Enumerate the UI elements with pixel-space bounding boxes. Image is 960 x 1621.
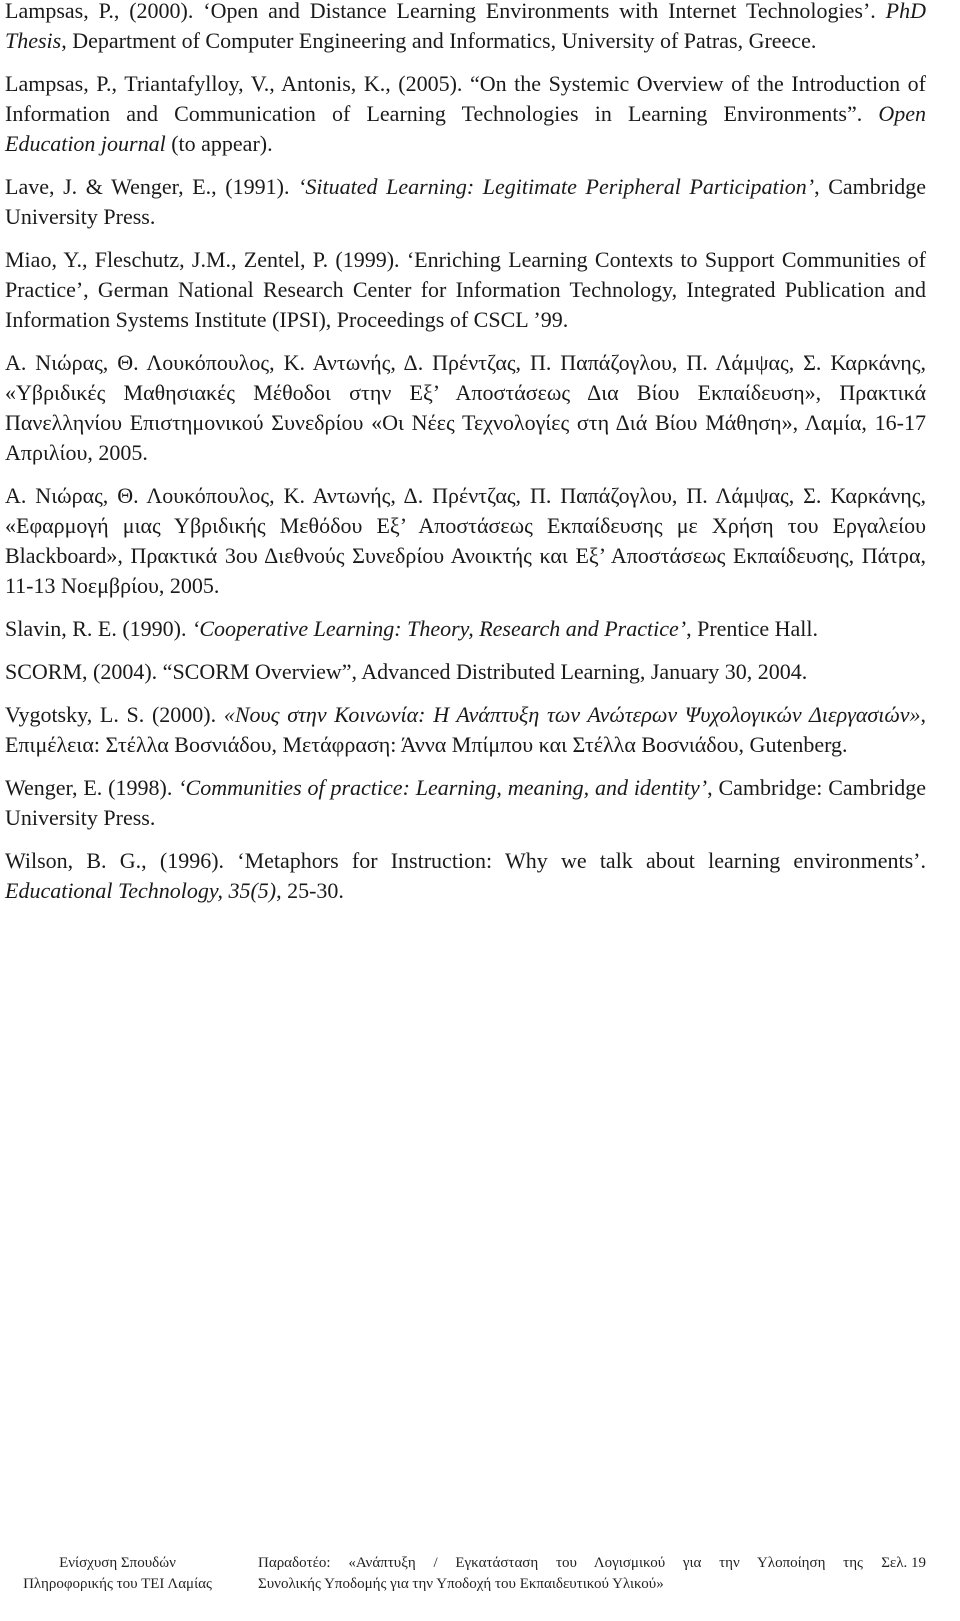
reference-italic-text: PhD Thesis	[5, 0, 926, 53]
reference-italic-text: «Νους στην Κοινωνία: Η Ανάπτυξη των Ανώτερων Ψυχολογικών Διεργασιών»	[223, 702, 921, 727]
footer-institution-line: Ενίσχυση Σπουδών	[59, 1555, 176, 1571]
page-footer	[5, 1553, 926, 1597]
reference-entry	[5, 614, 926, 644]
reference-italic-text: Educational Technology, 35(5)	[5, 878, 277, 903]
reference-italic-text: ‘Situated Learning: Legitimate Peripheral Participation’	[298, 174, 815, 199]
reference-text: SCORM, (2004). “SCORM Overview”, Advanced Distributed Learning, January 30, 2004.	[5, 659, 808, 684]
reference-entry	[5, 69, 926, 159]
reference-italic-text: Open Education journal	[5, 101, 926, 156]
reference-text: Α. Νιώρας, Θ. Λουκόπουλος, Κ. Αντωνής, Δ. Πρέντζας, Π. Παπάζογλου, Π. Λάμψας, Σ. Καρκάνης, «Υβριδικές Μαθησιακές Μέθοδοι στην Εξ’ Αποστάσεως Δια Βίου Εκπαίδευση», Πρακτικά Πανελληνίου Επιστημονικού Συνεδρίου «Οι Νέες Τεχνολογίες στη Διά Βίου Μάθηση», Λαμία, 16-17 Απριλίου, 2005.	[5, 350, 926, 465]
reference-text: Α. Νιώρας, Θ. Λουκόπουλος, Κ. Αντωνής, Δ. Πρέντζας, Π. Παπάζογλου, Π. Λάμψας, Σ. Καρκάνης, «Εφαρμογή μιας Υβριδικής Μεθόδου Εξ’ Αποστάσεως Εκπαίδευσης με Χρήση του Εργαλείου Blackboard», Πρακτικά 3ου Διεθνούς Συνεδρίου Ανοικτής και Εξ’ Αποστάσεως Εκπαίδευσης, Πάτρα, 11-13 Νοεμβρίου, 2005.	[5, 483, 926, 598]
reference-text: , Prentice Hall.	[686, 616, 819, 641]
footer-deliverable	[258, 1553, 863, 1595]
reference-entry	[5, 773, 926, 833]
reference-text: , Cambridge University Press.	[5, 174, 926, 229]
reference-text: Wenger, E. (1998).	[5, 775, 179, 800]
reference-text: Vygotsky, L. S. (2000).	[5, 702, 224, 727]
reference-entry	[5, 0, 926, 56]
page-number: Σελ. 19	[881, 1555, 926, 1571]
reference-list	[5, 0, 926, 919]
reference-entry	[5, 700, 926, 760]
footer-deliverable-line: Παραδοτέο: «Ανάπτυξη / Εγκατάσταση του Λογισμικού για την Υλοποίηση της	[258, 1555, 863, 1571]
reference-italic-text: ‘Communities of practice: Learning, meaning, and identity’	[178, 775, 708, 800]
reference-text: Slavin, R. E. (1990).	[5, 616, 192, 641]
reference-text: , Επιμέλεια: Στέλλα Βοσνιάδου, Μετάφραση: Άννα Μπίμπου και Στέλλα Βοσνιάδου, Gutenberg.	[5, 702, 926, 757]
reference-entry	[5, 657, 926, 687]
footer-institution-line: Πληροφορικής του ΤΕΙ Λαμίας	[23, 1576, 212, 1592]
reference-text: , Cambridge: Cambridge University Press.	[5, 775, 926, 830]
reference-text: Lampsas, P., (2000). ‘Open and Distance Learning Environments with Internet Technologies’.	[5, 0, 886, 23]
reference-text: Lave, J. & Wenger, E., (1991).	[5, 174, 299, 199]
reference-entry	[5, 846, 926, 906]
reference-text: , Department of Computer Engineering and Informatics, University of Patras, Greece.	[61, 28, 817, 53]
reference-text: Miao, Y., Fleschutz, J.M., Zentel, P. (1999). ‘Enriching Learning Contexts to Support Communities of Practice’, German National Research Center for Information Technology, Integrated Publication and Information Systems Institute (IPSI), Proceedings of CSCL ’99.	[5, 247, 926, 332]
footer-deliverable-line: Συνολικής Υποδομής για την Υποδοχή του Εκπαιδευτικού Υλικού»	[258, 1576, 664, 1592]
reference-text: , 25-30.	[276, 878, 344, 903]
reference-entry	[5, 172, 926, 232]
reference-entry	[5, 481, 926, 601]
reference-text: Lampsas, P., Triantafylloy, V., Antonis, K., (2005). “On the Systemic Overview of the Introduction of Information and Communication of Learning Technologies in Learning Environments”.	[5, 71, 926, 126]
footer-institution	[5, 1553, 230, 1595]
reference-entry	[5, 348, 926, 468]
reference-text: (to appear).	[165, 131, 273, 156]
reference-italic-text: ‘Cooperative Learning: Theory, Research and Practice’	[192, 616, 687, 641]
reference-entry	[5, 245, 926, 335]
reference-text: Wilson, B. G., (1996). ‘Metaphors for Instruction: Why we talk about learning environments’.	[5, 848, 926, 873]
